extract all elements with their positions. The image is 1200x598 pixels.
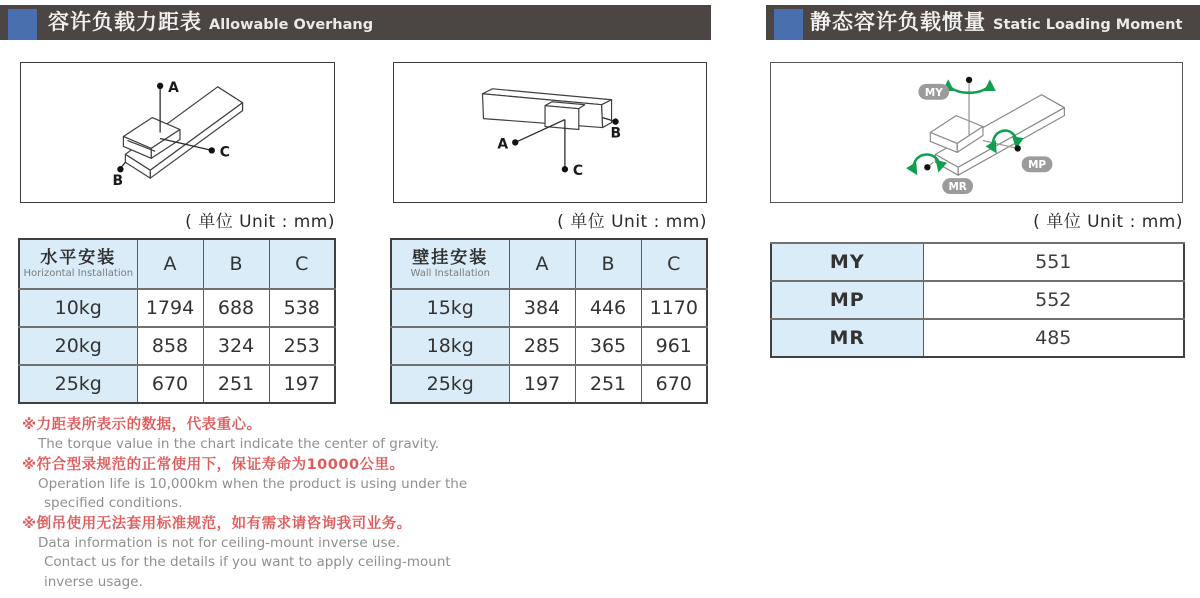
- section-title: [0, 5, 711, 40]
- section-title-zh: 容许负载力距表: [48, 10, 202, 34]
- moment-label-cell: MP: [771, 281, 923, 319]
- value-cell: 384: [509, 289, 575, 327]
- moment-drawing: [771, 63, 1182, 202]
- header-cell-a: A: [509, 239, 575, 289]
- load-cell: 18kg: [391, 327, 509, 365]
- table-row: [391, 365, 707, 403]
- value-cell: 251: [203, 365, 269, 403]
- value-cell: 538: [269, 289, 335, 327]
- table-row: [771, 281, 1184, 319]
- value-cell: 670: [137, 365, 203, 403]
- moment-value-cell: 551: [923, 243, 1184, 281]
- section-title-en: Allowable Overhang: [209, 17, 374, 33]
- note-en: The torque value in the chart indicate the center of gravity.: [38, 436, 440, 452]
- diagram-wall-installation: [393, 62, 707, 203]
- load-cell: 25kg: [391, 365, 509, 403]
- unit-label: ( 单位 Unit : mm): [1033, 212, 1183, 232]
- table-header-row: [19, 239, 335, 289]
- my-axis-dot: [966, 77, 972, 83]
- point-a-dot: [157, 83, 163, 89]
- horizontal-installation-drawing: [21, 63, 334, 202]
- table-row: [771, 319, 1184, 357]
- diagram-static-loading-moment: [770, 62, 1183, 203]
- point-c-label: C: [572, 163, 584, 180]
- mr-badge-label: MR: [948, 181, 967, 194]
- table-row: [771, 243, 1184, 281]
- point-a-label: A: [168, 79, 179, 96]
- moment-label-cell: MY: [771, 243, 923, 281]
- value-cell: 858: [137, 327, 203, 365]
- value-cell: 1170: [641, 289, 707, 327]
- load-cell: 10kg: [19, 289, 137, 327]
- value-cell: 961: [641, 327, 707, 365]
- header-en: Wall Installation: [410, 268, 490, 279]
- table-horizontal-installation: [18, 238, 336, 404]
- section-title-zh: 静态容许负载惯量: [810, 10, 986, 34]
- value-cell: 197: [509, 365, 575, 403]
- load-cell: 25kg: [19, 365, 137, 403]
- mp-badge-label: MP: [1028, 159, 1047, 172]
- section-title-en: Static Loading Moment: [993, 17, 1183, 33]
- note-en: inverse usage.: [44, 573, 143, 590]
- point-b-dot: [612, 118, 618, 124]
- value-cell: 446: [575, 289, 641, 327]
- unit-label: ( 单位 Unit : mm): [557, 212, 707, 232]
- note-en: Data information is not for ceiling-mount inverse use.: [38, 534, 401, 551]
- my-badge-label: MY: [924, 86, 943, 99]
- note-zh: ※力距表所表示的数据，代表重心。: [22, 417, 262, 433]
- header-cell-c: C: [269, 239, 335, 289]
- table-row: [391, 327, 707, 365]
- note-zh: ※符合型录规范的正常使用下，保证寿命为10000公里。: [22, 456, 405, 473]
- value-cell: 285: [509, 327, 575, 365]
- header-cell-installation: [19, 239, 137, 289]
- section-header-static-loading-moment: [766, 5, 1200, 40]
- table-row: [19, 289, 335, 327]
- point-b-label: B: [112, 173, 124, 190]
- table-row: [391, 289, 707, 327]
- mr-axis-dot: [924, 164, 930, 170]
- diagram-horizontal-installation: [20, 62, 335, 203]
- point-a-label: A: [497, 136, 509, 153]
- point-c-label: C: [219, 144, 230, 161]
- section-header-allowable-overhang: [0, 5, 711, 40]
- header-zh: 壁挂安装: [412, 248, 489, 268]
- note-en: Operation life is 10,000km when the product is using under the: [38, 475, 468, 492]
- note-en: specified conditions.: [44, 495, 183, 511]
- section-title: [766, 5, 1200, 40]
- header-cell-installation: [391, 239, 509, 289]
- header-cell-b: B: [203, 239, 269, 289]
- footnotes: [22, 415, 502, 592]
- value-cell: 670: [641, 365, 707, 403]
- unit-label: ( 单位 Unit : mm): [185, 212, 335, 232]
- moment-value-cell: 485: [923, 319, 1184, 357]
- table-header-row: [391, 239, 707, 289]
- table-row: [19, 327, 335, 365]
- header-cell-c: C: [641, 239, 707, 289]
- mp-axis-dot: [1015, 145, 1021, 151]
- table-row: [19, 365, 335, 403]
- moment-label-cell: MR: [771, 319, 923, 357]
- value-cell: 324: [203, 327, 269, 365]
- value-cell: 253: [269, 327, 335, 365]
- load-cell: 15kg: [391, 289, 509, 327]
- header-en: Horizontal Installation: [23, 268, 134, 279]
- header-cell-b: B: [575, 239, 641, 289]
- value-cell: 688: [203, 289, 269, 327]
- point-b-dot: [117, 166, 123, 172]
- point-c-dot: [209, 147, 215, 153]
- note-zh: ※倒吊使用无法套用标准规范，如有需求请咨询我司业务。: [22, 515, 412, 532]
- table-static-loading-moment: [770, 242, 1185, 358]
- load-cell: 20kg: [19, 327, 137, 365]
- header-zh: 水平安装: [40, 248, 117, 268]
- table-wall-installation: [390, 238, 708, 404]
- moment-value-cell: 552: [923, 281, 1184, 319]
- value-cell: 251: [575, 365, 641, 403]
- point-c-dot: [562, 166, 568, 172]
- value-cell: 1794: [137, 289, 203, 327]
- wall-installation-drawing: [394, 63, 706, 202]
- point-a-dot: [512, 139, 518, 145]
- note-en: Contact us for the details if you want to apply ceiling-mount: [44, 554, 451, 570]
- value-cell: 365: [575, 327, 641, 365]
- value-cell: 197: [269, 365, 335, 403]
- point-b-label: B: [610, 125, 622, 142]
- header-cell-a: A: [137, 239, 203, 289]
